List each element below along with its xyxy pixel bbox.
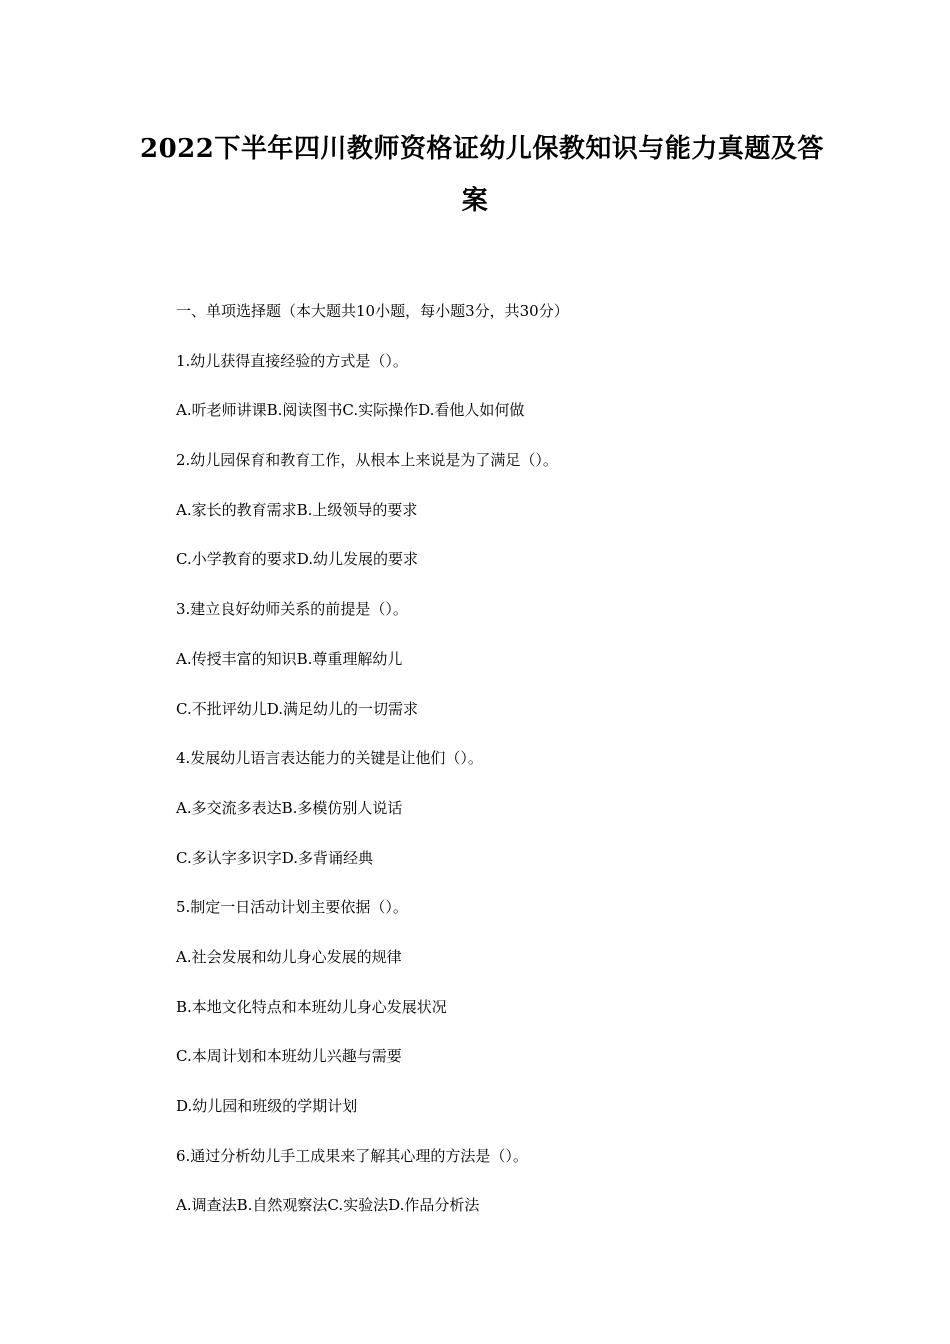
question-3-options-cd: C.不批评幼儿D.满足幼儿的一切需求 (176, 699, 418, 718)
document-title-line-1: 2022下半年四川教师资格证幼儿保教知识与能力真题及答 (140, 134, 824, 164)
question-3: 3.建立良好幼师关系的前提是（）。 (176, 600, 408, 619)
document-body (176, 300, 856, 1244)
question-4-options-ab: A.多交流多表达B.多模仿别人说话 (176, 798, 403, 817)
question-5: 5.制定一日活动计划主要依据（）。 (176, 898, 408, 917)
document-title-line-2: 案 (461, 186, 489, 216)
question-2: 2.幼儿园保育和教育工作，从根本上来说是为了满足（）。 (176, 451, 558, 470)
question-4: 4.发展幼儿语言表达能力的关键是让他们（）。 (176, 749, 483, 768)
question-1: 1.幼儿获得直接经验的方式是（）。 (176, 351, 408, 370)
question-2-options-ab: A.家长的教育需求B.上级领导的要求 (176, 500, 418, 519)
question-3-options-ab: A.传授丰富的知识B.尊重理解幼儿 (176, 649, 403, 668)
question-6-options: A.调查法B.自然观察法C.实验法D.作品分析法 (176, 1196, 480, 1215)
question-5-option-c: C.本周计划和本班幼儿兴趣与需要 (176, 1047, 402, 1066)
question-2-options-cd: C.小学教育的要求D.幼儿发展的要求 (176, 550, 418, 569)
question-5-option-b: B.本地文化特点和本班幼儿身心发展状况 (176, 997, 447, 1016)
question-1-options: A.听老师讲课B.阅读图书C.实际操作D.看他人如何做 (176, 401, 525, 420)
question-4-options-cd: C.多认字多识字D.多背诵经典 (176, 848, 373, 867)
section-heading: 一、单项选择题（本大题共10小题，每小题3分，共30分） (176, 302, 569, 320)
question-5-option-d: D.幼儿园和班级的学期计划 (176, 1097, 358, 1115)
question-6: 6.通过分析幼儿手工成果来了解其心理的方法是（）。 (176, 1146, 528, 1165)
question-5-option-a: A.社会发展和幼儿身心发展的规律 (176, 947, 402, 966)
